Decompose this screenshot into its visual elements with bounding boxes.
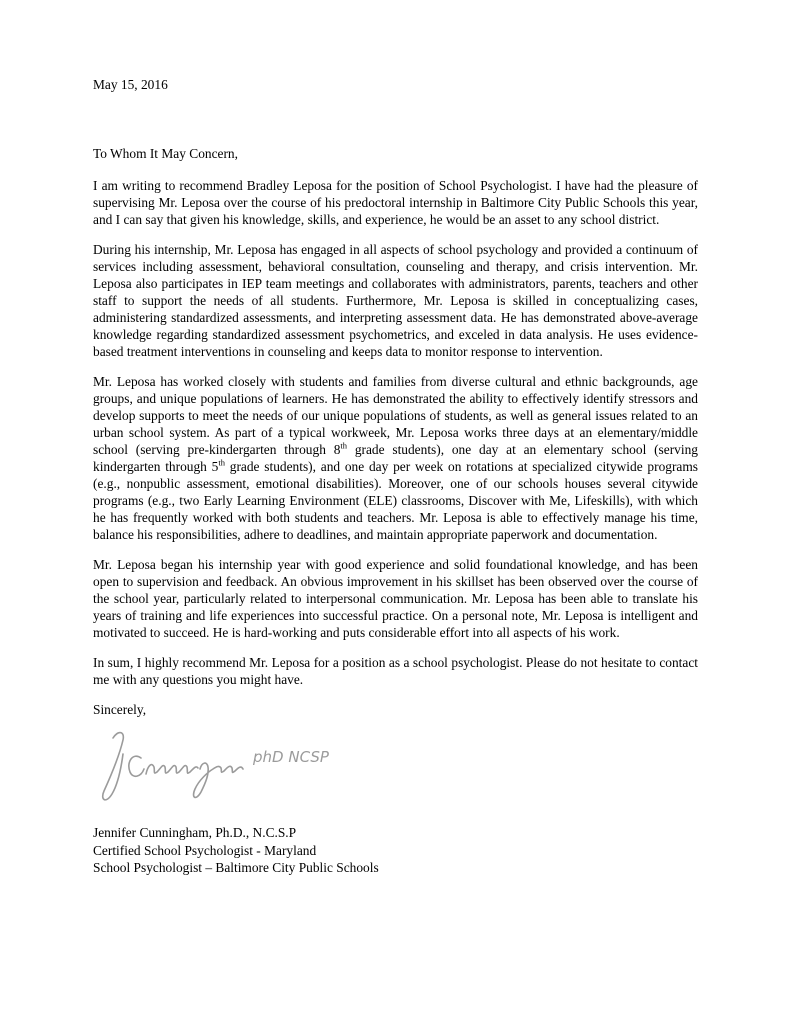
signature-scribble	[103, 733, 243, 800]
paragraph-recommendation: In sum, I highly recommend Mr. Leposa for a position as a school psychologist. Please do not hesitate to contact me with any questions you might have.	[93, 655, 698, 687]
letter-date: May 15, 2016	[93, 77, 168, 92]
closing: Sincerely,	[93, 702, 147, 717]
paragraph-work-settings: Mr. Leposa has worked closely with students and families from diverse cultural and ethnic backgrounds, age groups, and unique populations of learners. He has demonstrated the ability to effectively identify stressors and develop supports to meet the needs of our unique populations of students, as well as general issues related to an urban school system. As part of a typical workweek, Mr. Leposa works three days at an elementary/middle school (serving pre-kindergarten through 8th grade students), one day at an elementary school (serving kindergarten through 5th grade students), and one day per week on rotations at specialized citywide programs (e.g., nonpublic assessment, emotional disabilities). Moreover, one of our schools houses several citywide programs (e.g., two Early Learning Environment (ELE) classrooms, Discover with Me, Lifeskills), with which he has frequently worked with both students and teachers. Mr. Leposa is able to effectively manage his time, balance his responsibilities, adhere to deadlines, and maintain appropriate paperwork and documentation.	[93, 374, 698, 542]
signature	[93, 724, 698, 812]
salutation: To Whom It May Concern,	[93, 146, 238, 161]
paragraph-internship-duties: During his internship, Mr. Leposa has engaged in all aspects of school psychology and provided a continuum of services including assessment, behavioral consultation, counseling and therapy, and crisis intervention. Mr. Leposa also participates in IEP team meetings and collaborates with administrators, parents, teachers and other staff to support the needs of all students. Furthermore, Mr. Leposa is skilled in conceptualizing cases, administering standardized assessments, and interpreting assessment data. He has demonstrated above-average knowledge regarding standardized assessment psychometrics, and exceled in data analysis. He uses evidence-based treatment interventions in counseling and keeps data to monitor response to intervention.	[93, 242, 698, 359]
paragraph-growth: Mr. Leposa began his internship year with good experience and solid foundational knowledge, and has been open to supervision and feedback. An obvious improvement in his skillset has been observed over the course of the school year, particularly related to interpersonal communication. Mr. Leposa has been able to translate his years of training and life experiences into successful practice. On a personal note, Mr. Leposa is intelligent and motivated to succeed. He is hard-working and puts considerable effort into all aspects of his work.	[93, 557, 698, 640]
paragraph-introduction: I am writing to recommend Bradley Leposa for the position of School Psychologist. I have had the pleasure of supervising Mr. Leposa over the course of his predoctoral internship in Baltimore City Public Schools this year, and I can say that given his knowledge, skills, and experience, he would be an asset to any school district.	[93, 178, 698, 227]
signer-title: School Psychologist – Baltimore City Public Schools	[93, 860, 379, 875]
signature-suffix-text: phD NCSP	[253, 748, 329, 766]
signer-credential: Certified School Psychologist - Maryland	[93, 842, 317, 858]
handwritten-signature-image	[93, 724, 393, 812]
signer-name: Jennifer Cunningham, Ph.D., N.C.S.P	[93, 825, 297, 840]
signature-block	[93, 824, 698, 877]
